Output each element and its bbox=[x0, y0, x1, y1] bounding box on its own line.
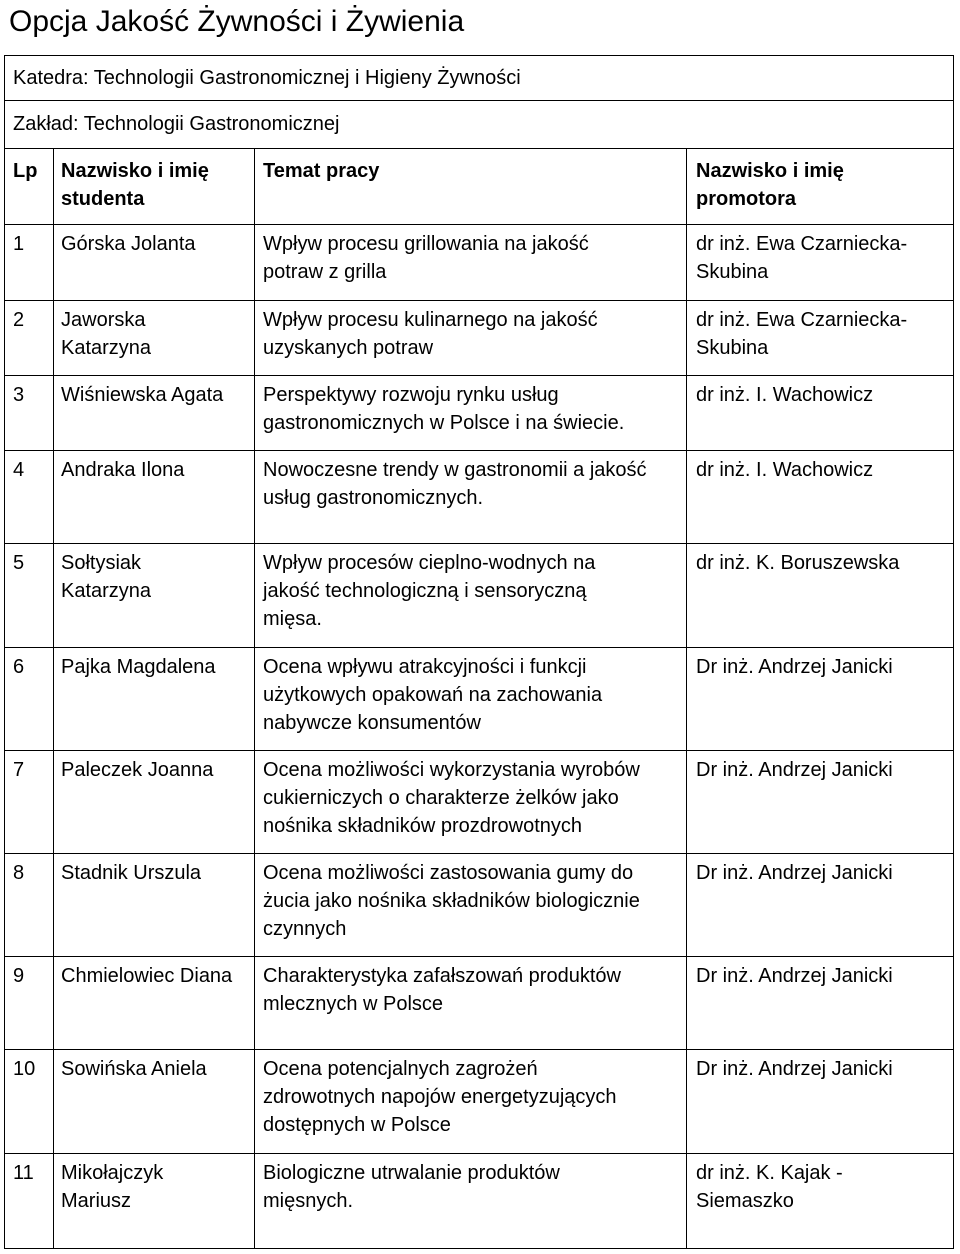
row-promoter: Dr inż. Andrzej Janicki bbox=[696, 1058, 893, 1080]
row-topic: Ocena potencjalnych zagrożeń zdrowotnych napojów energetyzujących dostępnych w Polsce bbox=[263, 1058, 617, 1136]
row-divider bbox=[4, 543, 954, 544]
row-student: Andraka Ilona bbox=[61, 459, 185, 481]
row-divider bbox=[4, 853, 954, 854]
row-divider bbox=[4, 750, 954, 751]
row-promoter: Dr inż. Andrzej Janicki bbox=[696, 965, 893, 987]
row-topic: Wpływ procesu kulinarnego na jakość uzyskanych potraw bbox=[263, 309, 598, 359]
row-student: Jaworska Katarzyna bbox=[61, 309, 152, 359]
header-promoter: Nazwisko i imię promotora bbox=[696, 160, 844, 210]
row-divider bbox=[4, 224, 954, 225]
column-divider bbox=[254, 148, 255, 1249]
row-divider bbox=[4, 1153, 954, 1154]
row-student: Pajka Magdalena bbox=[61, 656, 216, 678]
divider bbox=[4, 100, 954, 101]
column-divider bbox=[53, 148, 54, 1249]
row-lp: 7 bbox=[13, 759, 25, 781]
row-topic: Wpływ procesu grillowania na jakość potraw z grilla bbox=[263, 233, 589, 283]
document-title: Opcja Jakość Żywności i Żywienia bbox=[9, 5, 465, 38]
row-divider bbox=[4, 647, 954, 648]
row-topic: Perspektywy rozwoju rynku usług gastronomicznych w Polsce i na świecie. bbox=[263, 384, 625, 434]
row-topic: Wpływ procesów cieplno-wodnych na jakość technologiczną i sensoryczną mięsa. bbox=[263, 552, 596, 630]
row-promoter: Dr inż. Andrzej Janicki bbox=[696, 759, 893, 781]
row-topic: Ocena możliwości wykorzystania wyrobów cukierniczych o charakterze żelków jako nośnika składników prozdrowotnych bbox=[263, 759, 640, 837]
row-divider bbox=[4, 450, 954, 451]
row-lp: 4 bbox=[13, 459, 25, 481]
header-lp: Lp bbox=[13, 160, 38, 182]
unit-line: Zakład: Technologii Gastronomicznej bbox=[13, 113, 340, 135]
row-lp: 11 bbox=[13, 1162, 34, 1184]
department-line: Katedra: Technologii Gastronomicznej i Higieny Żywności bbox=[13, 67, 521, 89]
row-student: Górska Jolanta bbox=[61, 233, 196, 255]
row-promoter: Dr inż. Andrzej Janicki bbox=[696, 656, 893, 678]
row-divider bbox=[4, 956, 954, 957]
row-lp: 2 bbox=[13, 309, 25, 331]
row-lp: 3 bbox=[13, 384, 25, 406]
row-lp: 10 bbox=[13, 1058, 36, 1080]
row-lp: 1 bbox=[13, 233, 25, 255]
row-promoter: dr inż. K. Kajak - Siemaszko bbox=[696, 1162, 843, 1212]
row-lp: 5 bbox=[13, 552, 25, 574]
row-promoter: dr inż. Ewa Czarniecka- Skubina bbox=[696, 309, 908, 359]
row-divider bbox=[4, 300, 954, 301]
row-topic: Ocena wpływu atrakcyjności i funkcji użytkowych opakowań na zachowania nabywcze konsumentów bbox=[263, 656, 603, 734]
row-topic: Nowoczesne trendy w gastronomii a jakość usług gastronomicznych. bbox=[263, 459, 647, 509]
row-promoter: dr inż. Ewa Czarniecka- Skubina bbox=[696, 233, 908, 283]
row-student: Mikołajczyk Mariusz bbox=[61, 1162, 164, 1212]
divider bbox=[4, 148, 954, 149]
row-student: Sołtysiak Katarzyna bbox=[61, 552, 152, 602]
row-promoter: dr inż. I. Wachowicz bbox=[696, 459, 874, 481]
row-student: Stadnik Urszula bbox=[61, 862, 202, 884]
row-student: Wiśniewska Agata bbox=[61, 384, 224, 406]
row-topic: Ocena możliwości zastosowania gumy do żucia jako nośnika składników biologicznie czynnych bbox=[263, 862, 640, 940]
row-lp: 6 bbox=[13, 656, 25, 678]
row-student: Paleczek Joanna bbox=[61, 759, 214, 781]
column-divider bbox=[686, 148, 687, 1249]
row-divider bbox=[4, 1049, 954, 1050]
row-promoter: dr inż. K. Boruszewska bbox=[696, 552, 900, 574]
row-divider bbox=[4, 375, 954, 376]
row-student: Chmielowiec Diana bbox=[61, 965, 233, 987]
row-topic: Charakterystyka zafałszowań produktów mlecznych w Polsce bbox=[263, 965, 621, 1015]
row-lp: 9 bbox=[13, 965, 25, 987]
row-promoter: dr inż. I. Wachowicz bbox=[696, 384, 874, 406]
row-topic: Biologiczne utrwalanie produktów mięsnych. bbox=[263, 1162, 560, 1212]
row-promoter: Dr inż. Andrzej Janicki bbox=[696, 862, 893, 884]
header-topic: Temat pracy bbox=[263, 160, 380, 182]
header-student: Nazwisko i imię studenta bbox=[61, 160, 209, 210]
row-lp: 8 bbox=[13, 862, 25, 884]
row-student: Sowińska Aniela bbox=[61, 1058, 207, 1080]
